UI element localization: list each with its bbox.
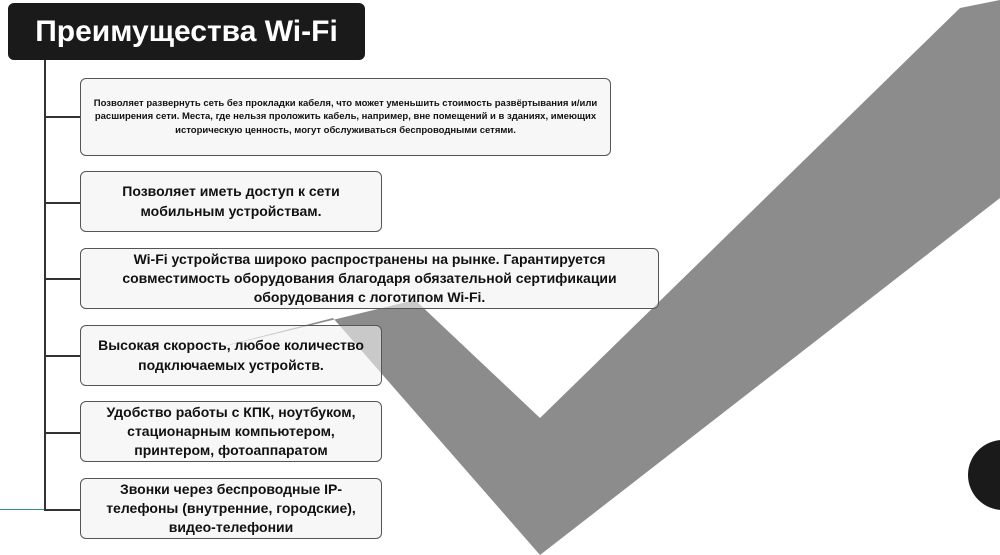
benefit-text-5: Удобство работы с КПК, ноутбуком, стационарным компьютером, принтером, фотоаппаратом — [106, 403, 356, 459]
benefit-text-2: Позволяет иметь доступ к сети мобильным устройствам. — [122, 183, 340, 219]
benefit-box-1 — [80, 78, 611, 156]
benefit-box-5 — [80, 401, 382, 462]
tree-connector-branch-5 — [44, 432, 80, 434]
benefit-box-4 — [80, 325, 382, 386]
page-title: Преимущества Wi-Fi — [8, 3, 365, 60]
benefit-text-6: Звонки через беспроводные IP-телефоны (внутренние, городские), видео-телефонии — [106, 480, 356, 536]
tree-connector-branch-1 — [44, 116, 80, 118]
benefit-box-2 — [80, 171, 382, 232]
tree-connector-vertical — [44, 60, 46, 511]
benefit-text-3: Wi-Fi устройства широко распространены на рынке. Гарантируется совместимость оборудования благодаря обязательной сертификации оборудования с логотипом Wi-Fi. — [122, 250, 617, 306]
tree-connector-branch-3 — [44, 278, 80, 280]
benefit-box-3 — [80, 248, 659, 309]
tree-connector-branch-6 — [44, 509, 80, 511]
benefit-text-4: Высокая скорость, любое количество подключаемых устройств. — [98, 337, 364, 373]
benefit-box-6 — [80, 478, 382, 539]
tree-connector-branch-2 — [44, 202, 80, 204]
tree-connector-branch-4 — [44, 355, 80, 357]
benefit-text-1: Позволяет развернуть сеть без прокладки кабеля, что может уменьшить стоимость развёртывания и/или расширения сети. Места, где нельзя проложить кабель, например, вне помещений и в зданиях, имеющих историческую ценность, могут обслуживаться беспроводными сетями. — [93, 98, 598, 136]
